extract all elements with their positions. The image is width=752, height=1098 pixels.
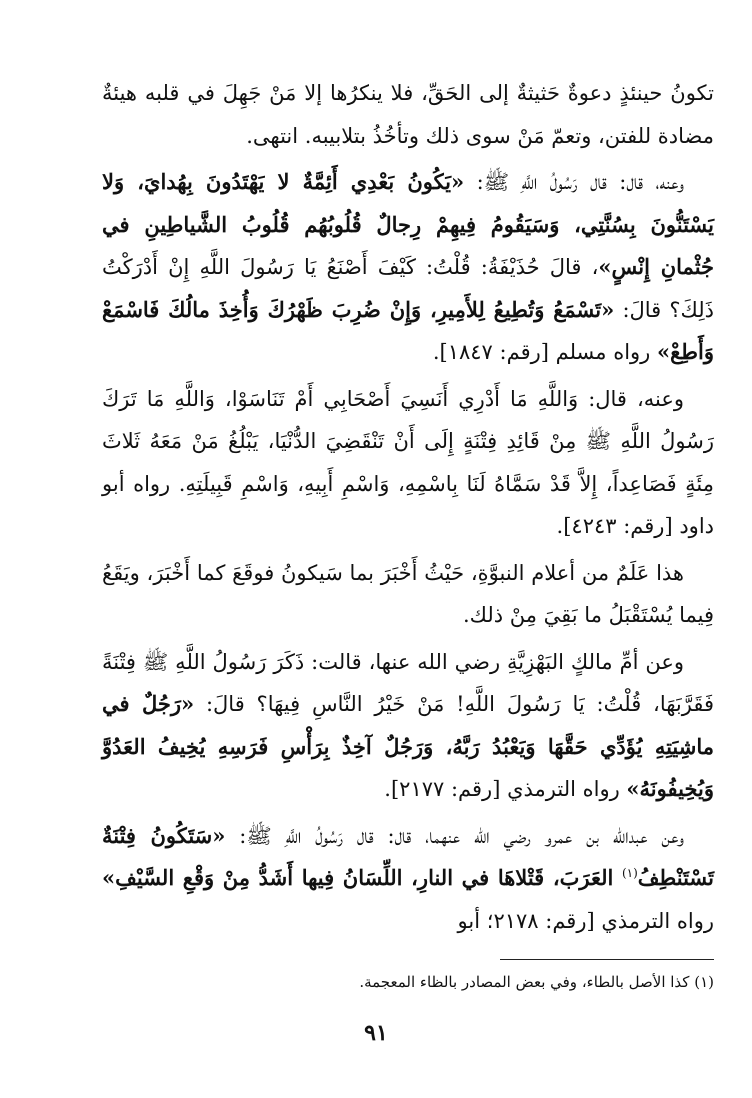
hadith-quote: «رَجُلٌ في ماشِيَتِهِ يُؤَدِّي حَقَّهَا وَيَعْبُدُ رَبَّهُ، وَرَجُلٌ آخِذٌ بِرَأْسِ فَرَسِهِ يُخِيفُ العَدُوَّ وَيُخِيفُونَهُ» <box>102 691 714 801</box>
text-run: وعنه، قال: قال رَسُولُ اللَّهِ ﷺ: <box>464 170 684 194</box>
text-run: وعنه، قال: وَاللَّهِ مَا أَدْرِي أَنَسِيَ أَصْحَابِي أَمْ تَنَاسَوْا، وَاللَّهِ مَا تَرَكَ رَسُولُ اللَّهِ ﷺ مِنْ قَائِدِ فِتْنَةٍ إِلَى أَنْ تَنْقَضِيَ الدُّنْيَا، يَبْلُغُ مَنْ مَعَهُ ثَلاثَ مِئَةٍ فَصَاعِداً، إِلاَّ قَدْ سَمَّاهُ لَنَا بِاسْمِهِ، وَاسْمِ أَبِيهِ، وَاسْمِ قَبِيلَتِهِ. رواه أبو داود [رقم: ٤٢٤٣]. <box>102 386 714 538</box>
page-number: ٩١ <box>364 1020 388 1046</box>
paragraph-p2 <box>102 161 714 374</box>
paragraph-p1 <box>102 72 714 157</box>
main-text <box>102 72 714 946</box>
hadith-quote: «سَتَكُونُ فِتْنَةٌ تَسْتَنْطِفُ <box>102 822 714 890</box>
paragraph-p4 <box>102 552 714 637</box>
hadith-quote: العَرَبَ، قَتْلاهَا في النارِ، اللِّسَانُ فِيها أَشَدُّ مِنْ وَقْعِ السَّيْفِ» <box>102 865 622 890</box>
text-run: رواه الترمذي [رقم: ٢١٧٧]. <box>384 777 627 801</box>
text-run: تكونُ حينئذٍ دعوةٌ حَثيثةٌ إلى الحَقِّ، فلا ينكرُها إلا مَنْ جَهِلَ في قلبه هيئةٌ مضادة للفتن، وتعمّ مَنْ سوى ذلك وتأخُذُ بتلابيبه. انتهى. <box>102 81 714 148</box>
paragraph-p3 <box>102 378 714 548</box>
text-run: هذا عَلَمٌ من أعلام النبوَّةِ، حَيْثُ أَخْبَرَ بما سَيكونُ فوقَعَ كما أَخْبَرَ، ويَقَعُ فِيما يُسْتَقْبَلُ ما بَقِيَ مِنْ ذلك. <box>102 560 714 627</box>
text-run: وعن عبدالله بن عمرو رضي الله عنهما، قال: قال رَسُولُ اللَّهِ ﷺ: <box>225 823 684 848</box>
paragraph-p5 <box>102 641 714 811</box>
text-run: رواه الترمذي [رقم: ٢١٧٨؛ أبو <box>457 908 714 933</box>
text-run: وعن أمِّ مالكٍ البَهْزِيَّةِ رضي الله عنها، قالت: ذَكَرَ رَسُولُ اللَّهِ ﷺ فِتْنَةً فَقَرَّبَهَا، قُلْتُ: يَا رَسُولَ اللَّهِ! مَنْ خَيْرُ النَّاسِ فِيهَا؟ قالَ: <box>102 649 714 716</box>
text-run: رواه مسلم [رقم: ١٨٤٧]. <box>432 340 657 364</box>
footnote-marker: (١) <box>621 866 638 880</box>
hadith-quote: «تَسْمَعُ وَتُطِيعُ لِلأَمِيرِ، وَإِنْ ضُرِبَ ظَهْرُكَ وَأُخِذَ مالُكَ فَاسْمَعْ وَأَطِعْ» <box>102 296 714 364</box>
text-run: ، قالَ حُذَيْفَةُ: قُلْتُ: كَيْفَ أَصْنَعُ يَا رَسُولَ اللَّهِ إِنْ أَدْرَكْتُ ذَلِكَ؟ قالَ: <box>102 255 715 322</box>
footnote-divider <box>500 959 714 960</box>
footnote: (١) كذا الأصل بالطاء، وفي بعض المصادر بالظاء المعجمة. <box>359 973 714 991</box>
hadith-quote: «يَكُونُ بَعْدِي أَئِمَّةٌ لا يَهْتَدُونَ بِهُدايَ، وَلا يَسْتَنُّونَ بِسُنَّتِي، وَسَيَقُومُ فِيهِمْ رِجالٌ قُلُوبُهُم قُلُوبُ الشَّياطِينِ في جُثْمانِ إِنْسٍ» <box>102 169 715 279</box>
paragraph-p6 <box>102 815 714 943</box>
